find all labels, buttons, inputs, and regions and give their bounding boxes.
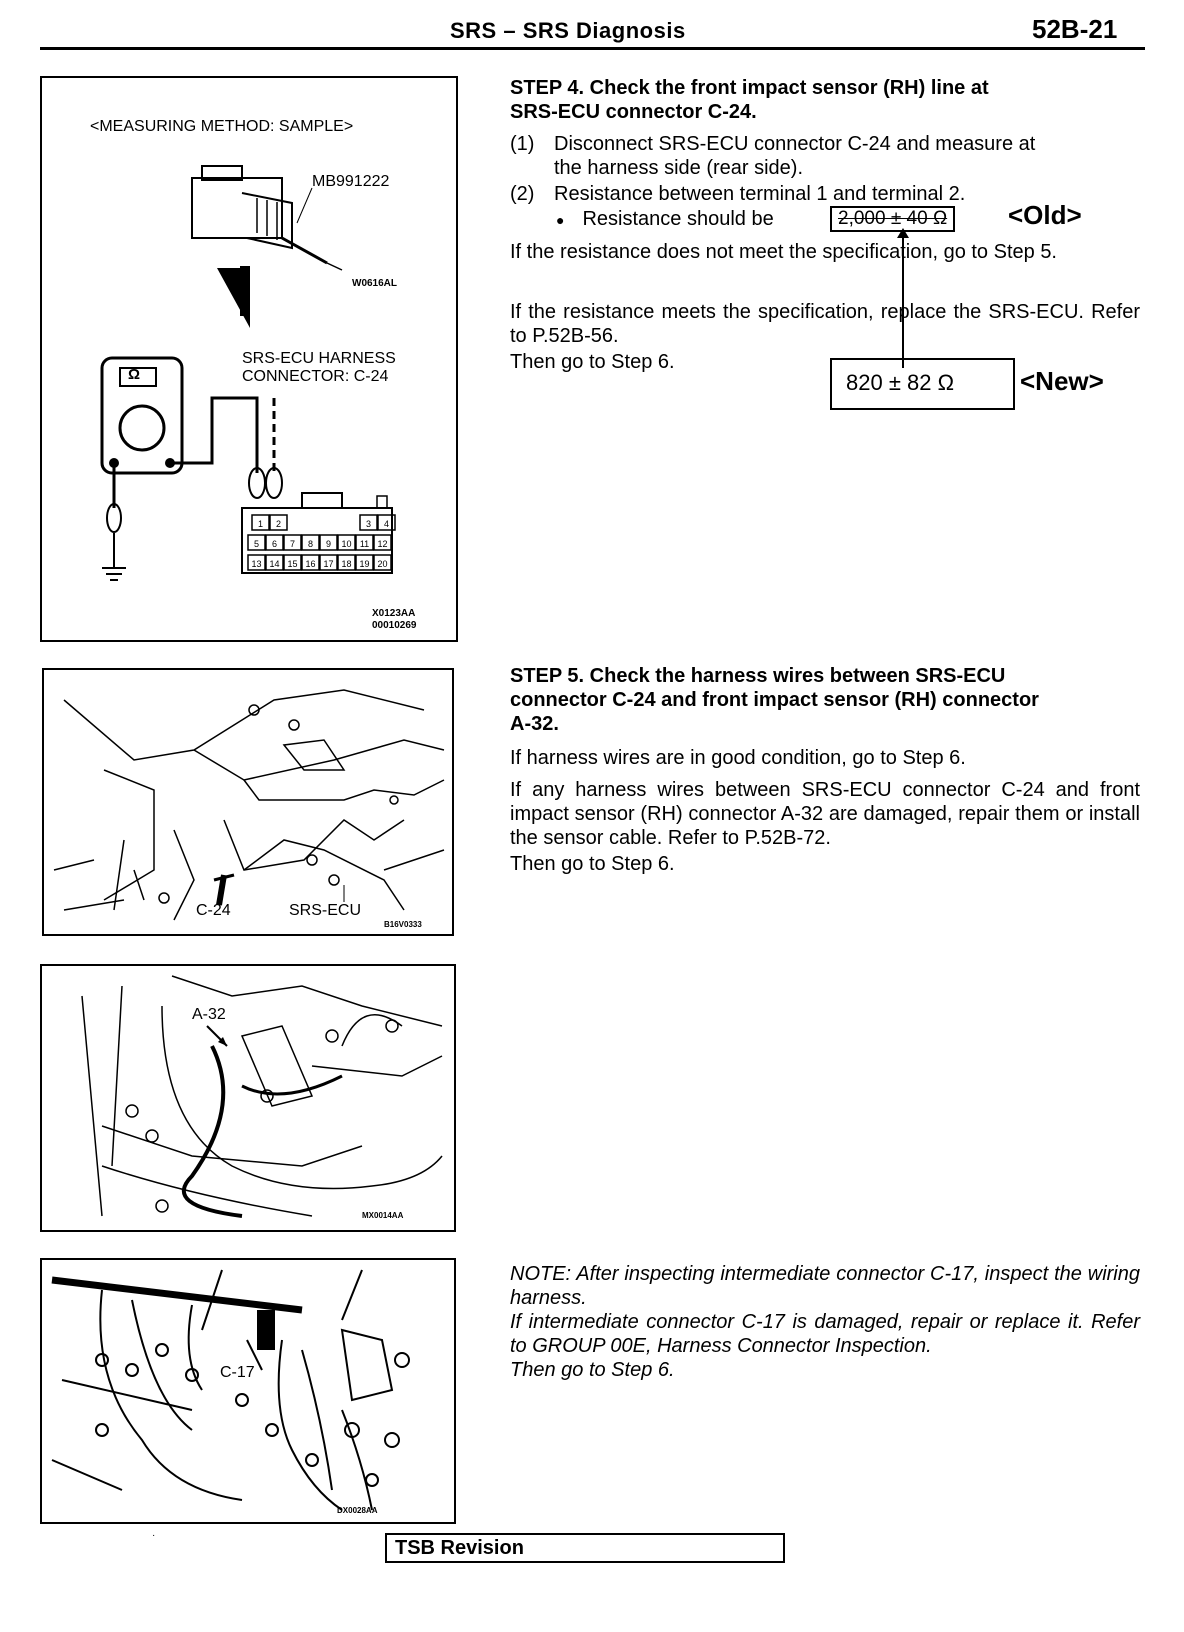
tsb-revision-box: TSB Revision	[385, 1533, 785, 1563]
step5-heading	[510, 664, 1140, 736]
a32-label: A-32	[192, 1006, 226, 1023]
step4-item1-line1: Disconnect SRS-ECU connector C-24 and measure at	[554, 133, 1036, 155]
connector-pin-number: 3	[365, 519, 372, 529]
figure1-code-w0616al: W0616AL	[352, 278, 398, 289]
note-para2: If intermediate connector C-17 is damaged, repair or replace it. Refer to GROUP 00E, Harness Connector Inspection.	[510, 1311, 1140, 1357]
connector-pin-number: 20	[377, 559, 388, 569]
srs-ecu-label: SRS-ECU	[289, 902, 362, 919]
connector-pin-number: 1	[257, 519, 264, 529]
step5-heading-line1: STEP 5. Check the harness wires between SRS-ECU	[510, 665, 1006, 687]
measuring-method-figure	[40, 76, 458, 642]
step4-para2: If the resistance meets the specification, replace the SRS-ECU. Refer to P.52B-56.	[510, 301, 1140, 347]
note-para1: NOTE: After inspecting intermediate connector C-17, inspect the wiring harness.	[510, 1263, 1140, 1309]
old-resistance-value: 2,000 ± 40 Ω	[830, 206, 955, 232]
step4-item2-number: (2)	[510, 183, 535, 205]
step5-heading-line3: A-32.	[510, 713, 559, 735]
a32-connector-figure	[40, 964, 456, 1232]
a32-illustration	[42, 966, 454, 1230]
step5-para2: If any harness wires between SRS-ECU connector C-24 and front impact sensor (RH) connector A-32 are damaged, repair them or install the sensor cable. Refer to P.52B-72.	[510, 779, 1140, 849]
connector-pin-number: 17	[323, 559, 334, 569]
connector-pin-number: 8	[307, 539, 314, 549]
c17-label: C-17	[220, 1364, 255, 1381]
header-rule	[40, 47, 1145, 50]
step4-para3: Then go to Step 6.	[510, 351, 675, 373]
harness-label-line2: CONNECTOR: C-24	[242, 368, 389, 385]
step4-heading-line1: STEP 4. Check the front impact sensor (RH) line at	[510, 77, 989, 99]
figure2-code: B16V0333	[384, 920, 422, 929]
old-tag: <Old>	[1008, 200, 1082, 230]
step5-para3: Then go to Step 6.	[510, 853, 675, 875]
step4-heading	[510, 76, 1140, 124]
note-para3: Then go to Step 6.	[510, 1359, 675, 1381]
connector-pin-number: 4	[383, 519, 390, 529]
figure1-code-x0123aa: X0123AA	[372, 608, 416, 619]
connector-pin-number: 6	[271, 539, 278, 549]
figure4-code: DX0028AA	[337, 1506, 378, 1515]
connector-pin-number: 15	[287, 559, 298, 569]
connector-pin-number: 12	[377, 539, 388, 549]
bullet-text: Resistance should be	[582, 208, 774, 230]
new-resistance-value: 820 ± 82 Ω	[830, 358, 1015, 410]
figure3-code: MX0014AA	[362, 1211, 404, 1220]
srs-ecu-illustration	[44, 670, 452, 934]
connector-pin-number: 18	[341, 559, 352, 569]
section-title: SRS – SRS Diagnosis	[450, 18, 686, 43]
harness-label-line1: SRS-ECU HARNESS	[242, 350, 396, 367]
connector-pin-number: 7	[289, 539, 296, 549]
step4-bullet	[556, 207, 774, 232]
connector-pin-number: 2	[275, 519, 282, 529]
connector-pin-number: 5	[253, 539, 260, 549]
tool-label: MB991222	[312, 173, 390, 190]
revision-arrow-head	[897, 228, 909, 238]
step4-para1: If the resistance does not meet the specification, go to Step 5.	[510, 241, 1057, 263]
step4-item1-line2: the harness side (rear side).	[554, 157, 804, 179]
step4-heading-line2: SRS-ECU connector C-24.	[510, 101, 757, 123]
step4-item1	[510, 132, 1140, 180]
srs-ecu-location-figure	[42, 668, 454, 936]
figure1-caption: <MEASURING METHOD: SAMPLE>	[90, 118, 354, 135]
bullet-dot: ●	[556, 212, 565, 228]
c24-label: C-24	[196, 902, 231, 919]
step4-item2-text: Resistance between terminal 1 and terminal 2.	[554, 183, 966, 205]
connector-pin-number: 10	[341, 539, 352, 549]
new-tag: <New>	[1020, 366, 1104, 396]
connector-pin-number: 16	[305, 559, 316, 569]
connector-pin-number: 11	[359, 539, 370, 549]
figure1-code-00010269: 00010269	[372, 620, 417, 631]
connector-pin-number: 14	[269, 559, 280, 569]
page-number: 52B-21	[1032, 14, 1118, 44]
connector-pin-number: 9	[325, 539, 332, 549]
ohm-symbol: Ω	[128, 366, 141, 383]
footer-dot: ·	[152, 1530, 156, 1541]
step5-heading-line2: connector C-24 and front impact sensor (RH) connector	[510, 689, 1039, 711]
connector-pin-number: 19	[359, 559, 370, 569]
step5-para1: If harness wires are in good condition, go to Step 6.	[510, 747, 966, 769]
c17-illustration	[42, 1260, 454, 1522]
c17-connector-figure	[40, 1258, 456, 1524]
figure1-codes	[372, 608, 417, 632]
harness-connector-label	[242, 350, 396, 386]
connector-pin-number: 13	[251, 559, 262, 569]
step4-item1-number: (1)	[510, 133, 535, 155]
